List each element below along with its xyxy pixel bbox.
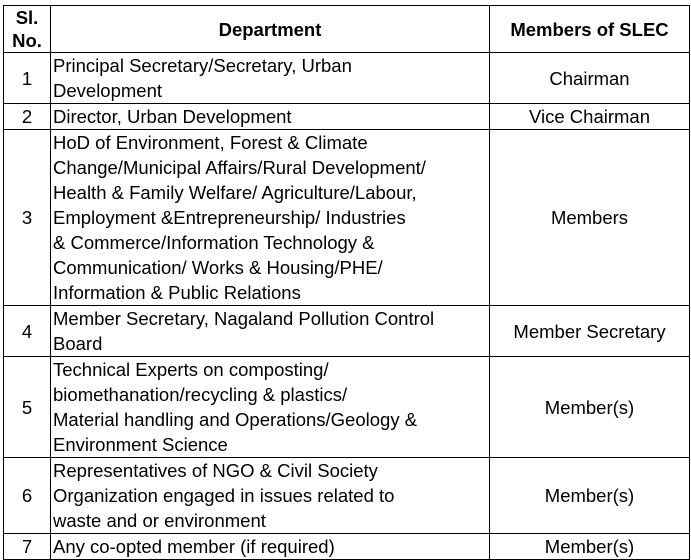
sl-number: 6 <box>4 458 51 534</box>
department-cell: Member Secretary, Nagaland Pollution Control Board <box>51 306 490 357</box>
member-role-cell: Members <box>490 130 690 306</box>
department-cell: Principal Secretary/Secretary, Urban Development <box>51 53 490 104</box>
sl-number: 4 <box>4 306 51 357</box>
member-role-cell: Chairman <box>490 53 690 104</box>
table-row <box>4 357 690 458</box>
table-row <box>4 130 690 306</box>
member-role-cell: Vice Chairman <box>490 104 690 130</box>
table-row <box>4 104 690 130</box>
slec-members-table <box>3 5 690 560</box>
header-members: Members of SLEC <box>490 6 690 53</box>
sl-number: 3 <box>4 130 51 306</box>
department-cell: Any co-opted member (if required) <box>51 534 490 560</box>
department-cell: Technical Experts on composting/ biomethanation/recycling & plastics/ Material handling and Operations/Geology & Environment Science <box>51 357 490 458</box>
department-cell: Director, Urban Development <box>51 104 490 130</box>
member-role-cell: Member(s) <box>490 357 690 458</box>
sl-number: 2 <box>4 104 51 130</box>
table-row <box>4 53 690 104</box>
table-row <box>4 306 690 357</box>
member-role-cell: Member Secretary <box>490 306 690 357</box>
header-department: Department <box>51 6 490 53</box>
sl-number: 1 <box>4 53 51 104</box>
header-sl-no: Sl. No. <box>4 6 51 53</box>
member-role-cell: Member(s) <box>490 534 690 560</box>
header-row <box>4 6 690 53</box>
table-row <box>4 458 690 534</box>
sl-number: 5 <box>4 357 51 458</box>
sl-number: 7 <box>4 534 51 560</box>
department-cell: HoD of Environment, Forest & Climate Change/Municipal Affairs/Rural Development/ Health & Family Welfare/ Agriculture/Labour, Employment &Entrepreneurship/ Industries & Commerce/Information Technology & Communication/ Works & Housing/PHE/ Information & Public Relations <box>51 130 490 306</box>
member-role-cell: Member(s) <box>490 458 690 534</box>
table-row <box>4 534 690 560</box>
department-cell: Representatives of NGO & Civil Society Organization engaged in issues related to waste and or environment <box>51 458 490 534</box>
